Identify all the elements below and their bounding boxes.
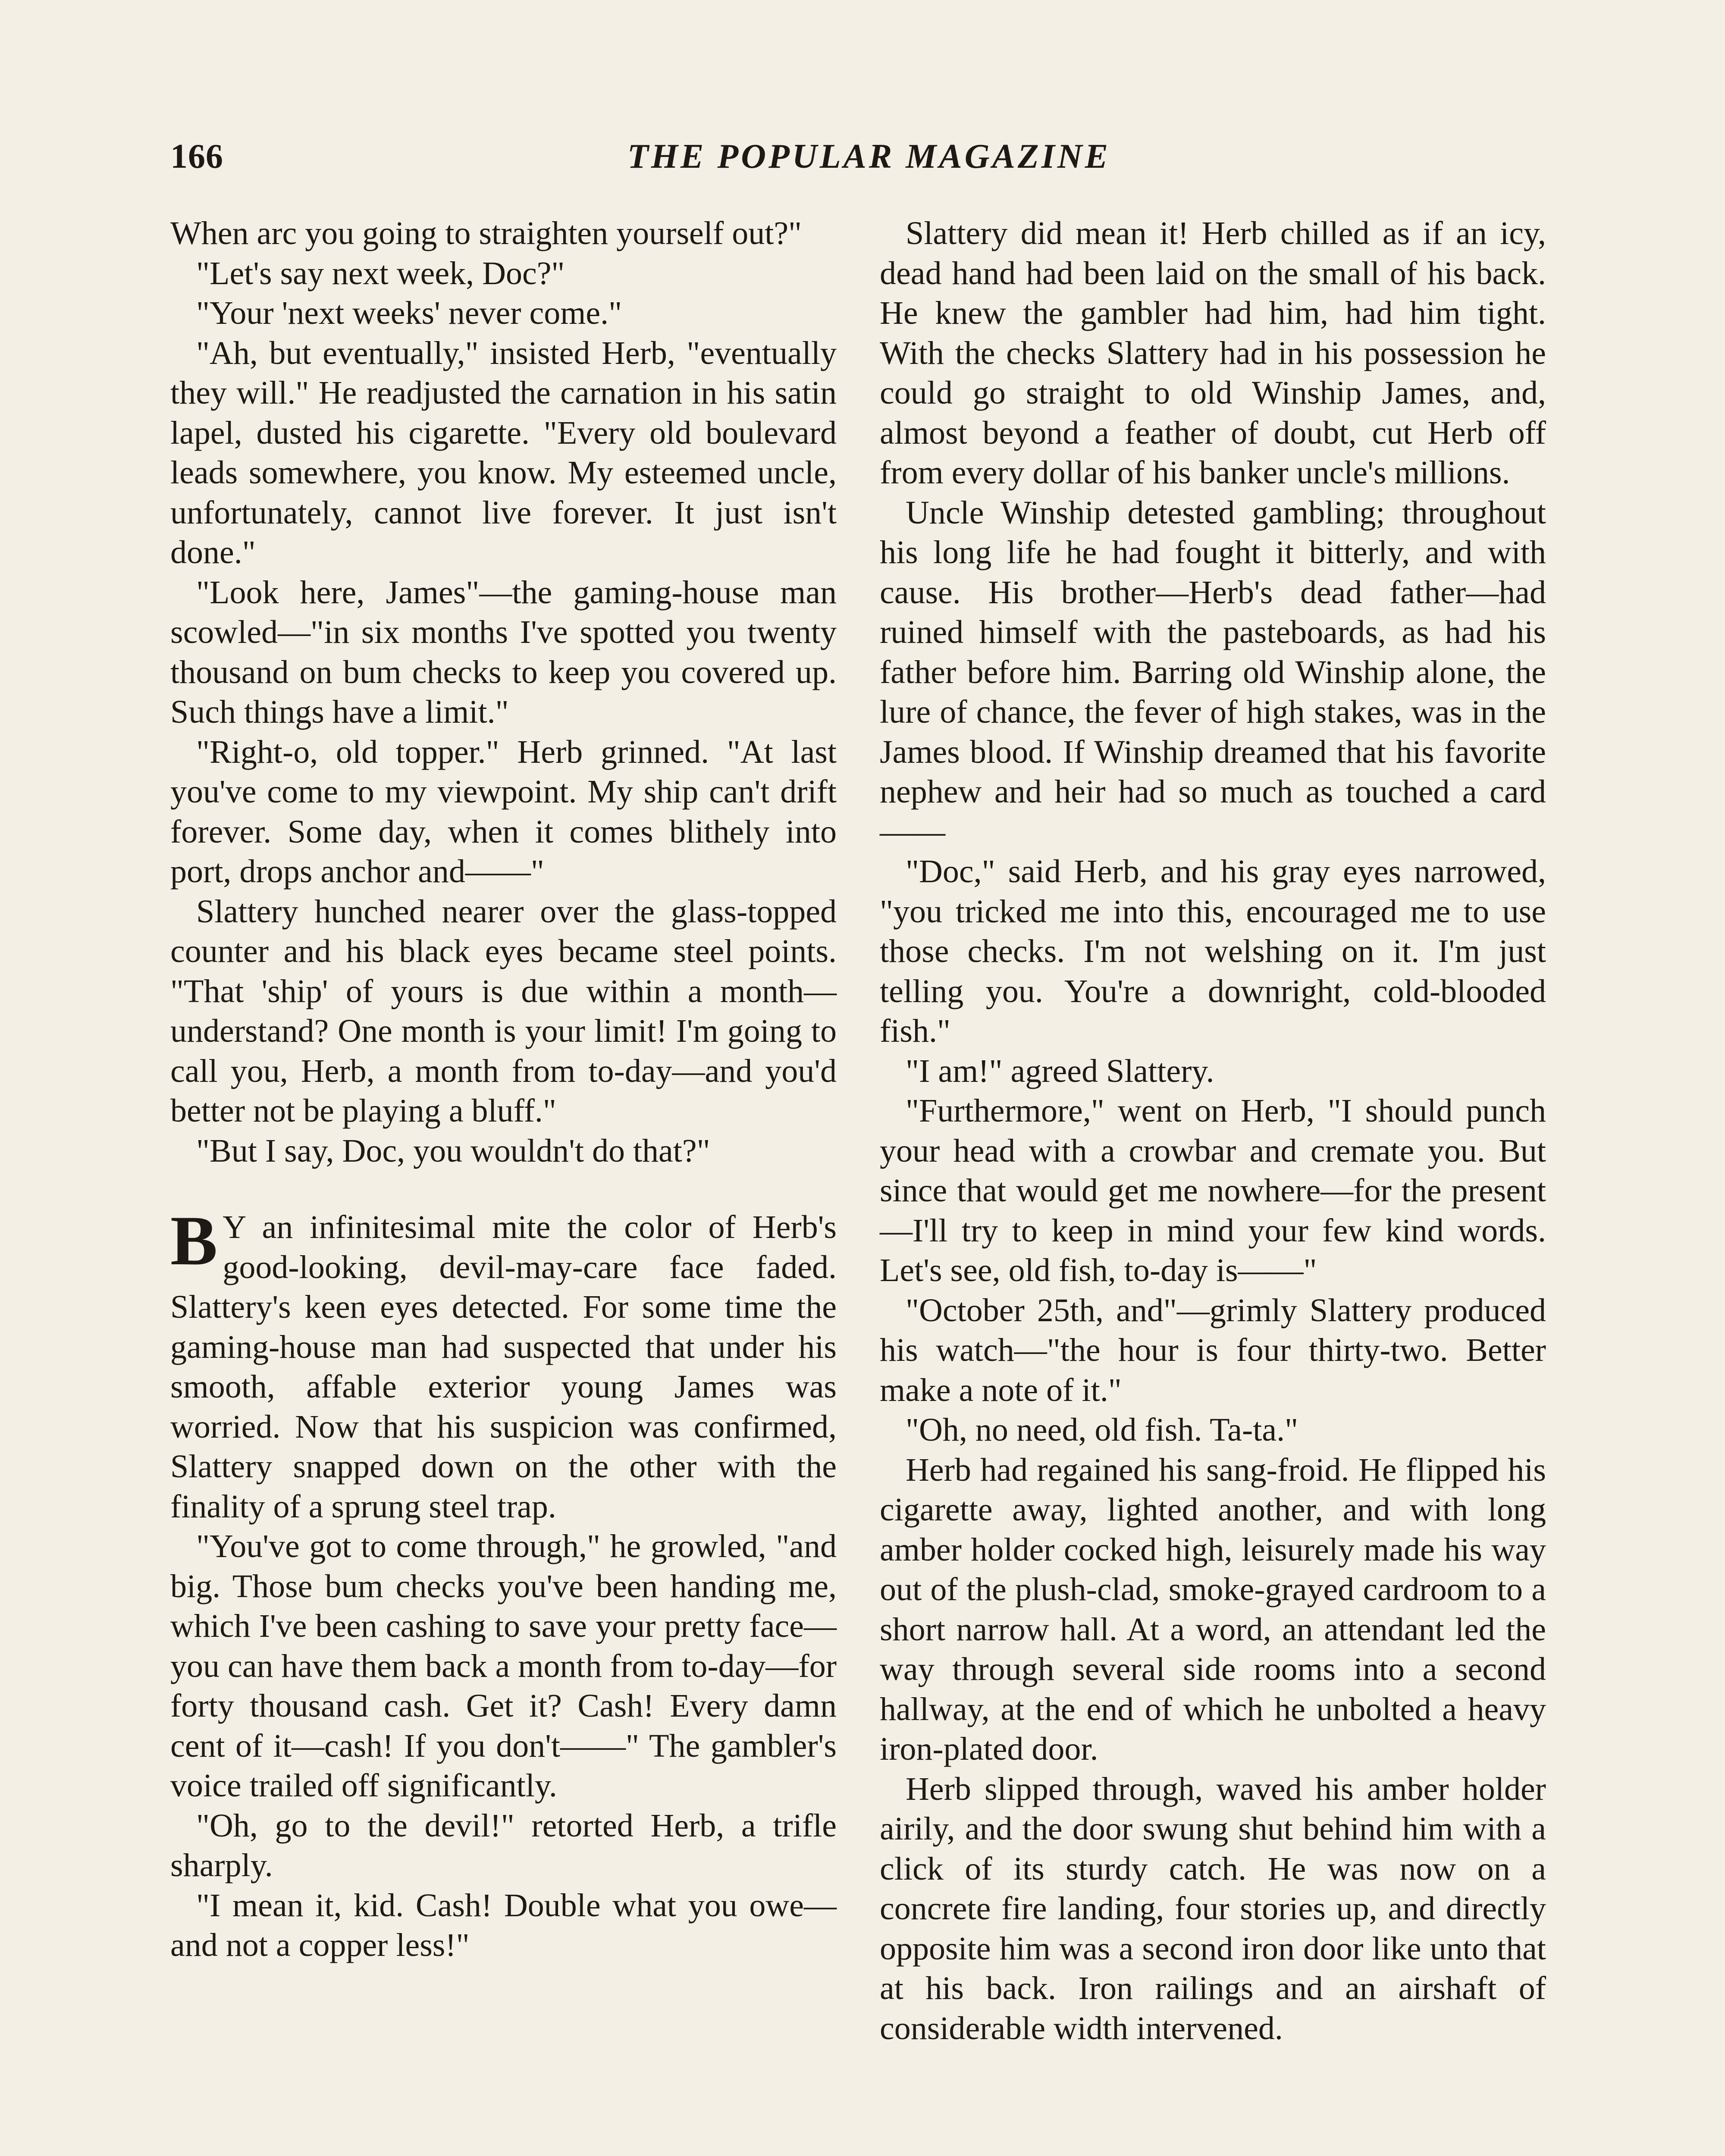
paragraph: Herb slipped through, waved his amber holder airily, and the door swung shut behind him with a click of its sturdy catch. He was now on a concrete fire landing, four stories up, and directly opposite him was a second iron door like unto that at his back. Iron railings and an airshaft of considerable width intervened. xyxy=(880,1771,1546,2046)
paragraph: Slattery did mean it! Herb chilled as if an icy, dead hand had been laid on the small of his back. He knew the gambler had him, had him tight. With the checks Slattery had in his possession he could go straight to old Winship James, and, almost beyond a feather of doubt, cut Herb off from every dollar of his banker uncle's millions. xyxy=(880,215,1546,491)
section-opening-text: Y an infinitesimal mite the color of Herb's good-looking, devil-may-care face faded. Slattery's keen eyes detected. For some time the gaming-house man had suspected that under his smooth, affable exterior young James was worried. Now that his suspicion was confirmed, Slattery snapped down on the other with the finality of a sprung steel trap. xyxy=(170,1209,837,1525)
left-column xyxy=(170,213,837,1965)
paragraph: "You've got to come through," he growled, "and big. Those bum checks you've been handing me, which I've been cashing to save your pretty face—you can have them back a month from to-day—for forty thousand cash. Get it? Cash! Every damn cent of it—cash! If you don't——" The gambler's voice trailed off significantly. xyxy=(170,1528,837,1804)
paragraph: "Doc," said Herb, and his gray eyes narrowed, "you tricked me into this, encouraged me to use those checks. I'm not welshing on it. I'm just telling you. You're a downright, cold-blooded fish." xyxy=(880,853,1546,1049)
paragraph: "October 25th, and"—grimly Slattery produced his watch—"the hour is four thirty-two. Better make a note of it." xyxy=(880,1292,1546,1408)
paragraph: "Furthermore," went on Herb, "I should punch your head with a crowbar and cremate you. But since that would get me nowhere—for the present—I'll try to keep in mind your few kind words. Let's see, old fish, to-day is——" xyxy=(880,1093,1546,1288)
page-header xyxy=(170,137,1568,185)
paragraph: "Oh, no need, old fish. Ta-ta." xyxy=(906,1412,1298,1448)
paragraph: "Your 'next weeks' never come." xyxy=(196,295,622,331)
section-opening-paragraph xyxy=(170,1202,837,1526)
paragraph: "Right-o, old topper." Herb grinned. "At last you've come to my viewpoint. My ship can't drift forever. Some day, when it comes blithely into port, drops anchor and——" xyxy=(170,733,837,890)
paragraph: Herb had regained his sang-froid. He flipped his cigarette away, lighted another, and with long amber holder cocked high, leisurely made his way out of the plush-clad, smoke-grayed cardroom to a short narrow hall. At a word, an attendant led the way through several side rooms into a second hallway, at the end of which he unbolted a heavy iron-plated door. xyxy=(880,1451,1546,1767)
page-number: 166 xyxy=(170,138,223,175)
drop-cap: B xyxy=(170,1202,218,1280)
right-column xyxy=(880,213,1546,2048)
paragraph: "I mean it, kid. Cash! Double what you owe—and not a copper less!" xyxy=(170,1887,837,1963)
paragraph: Uncle Winship detested gambling; throughout his long life he had fought it bitterly, and with cause. His brother—Herb's dead father—had ruined himself with the pasteboards, as had his father before him. Barring old Winship alone, the lure of chance, the fever of high stakes, was in the James blood. If Winship dreamed that his favorite nephew and heir had so much as touched a card—— xyxy=(880,494,1546,850)
paragraph: "Ah, but eventually," insisted Herb, "eventually they will." He readjusted the carnation in his satin lapel, dusted his cigarette. "Every old boulevard leads somewhere, you know. My esteemed uncle, unfortunately, cannot live forever. It just isn't done." xyxy=(170,335,837,570)
paragraph: "Let's say next week, Doc?" xyxy=(196,255,565,291)
paragraph: "Oh, go to the devil!" retorted Herb, a trifle sharply. xyxy=(170,1807,837,1883)
paragraph: Slattery hunched nearer over the glass-topped counter and his black eyes became steel points. "That 'ship' of yours is due within a month—understand? One month is your limit! I'm going to call you, Herb, a month from to-day—and you'd better not be playing a bluff." xyxy=(170,893,837,1129)
paragraph: "Look here, James"—the gaming-house man scowled—"in six months I've spotted you twenty thousand on bum checks to keep you covered up. Such things have a limit." xyxy=(170,574,837,730)
paragraph: "But I say, Doc, you wouldn't do that?" xyxy=(196,1132,710,1169)
section-break xyxy=(170,1171,837,1207)
magazine-title: THE POPULAR MAGAZINE xyxy=(627,138,1111,175)
paragraph: "I am!" agreed Slattery. xyxy=(906,1053,1214,1089)
paragraph: When arc you going to straighten yourself out?" xyxy=(170,215,802,251)
